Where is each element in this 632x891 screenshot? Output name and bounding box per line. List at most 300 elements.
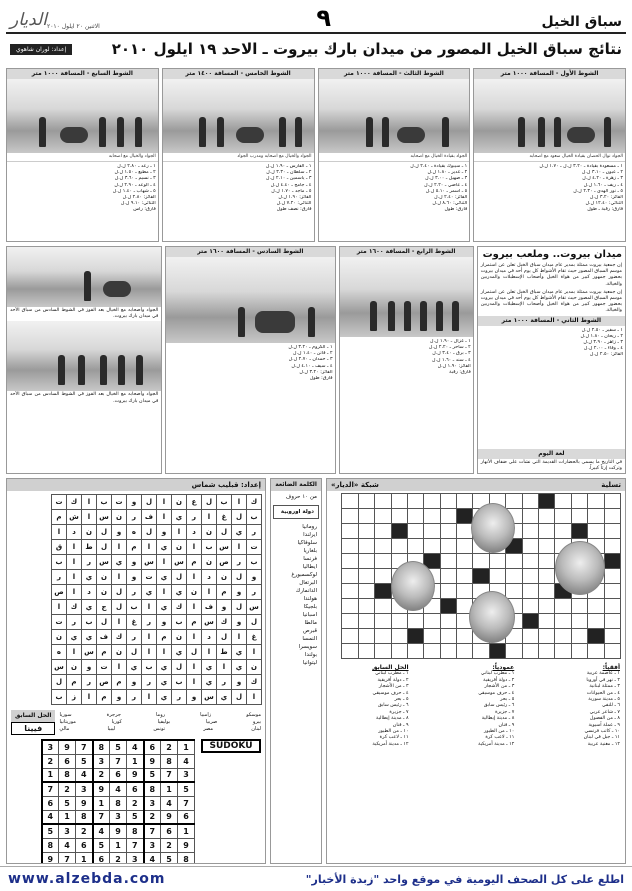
sudoku-cell: 4 [161,796,178,810]
person-figure [117,117,124,147]
wordsearch-cell: م [52,510,67,525]
wordsearch-cell: س [172,555,187,570]
crossword-cell [522,644,538,659]
wordsearch-cell: ي [157,690,172,705]
list-item: ٧ ـ جزيرة [389,709,409,715]
wordsearch-cell: ل [112,600,127,615]
sudoku-cell: 9 [110,824,127,838]
list-item: فارق: رقبة ـ طول [587,207,623,213]
crossword-cell [571,599,587,614]
sudoku-cell: 7 [178,796,195,810]
crossword-cell [506,494,522,509]
wordsearch-row [52,555,262,570]
list-item: ١ ـ رعد ـ ٢.٨٠ ل.ل [117,164,156,169]
person-figure [84,271,91,301]
wordsearch-cell: ي [142,585,157,600]
sudoku-cell: 1 [161,782,178,796]
wordsearch-cell: ا [202,645,217,660]
person-figure [366,117,373,147]
list-item: ١٠ ـ كاتب فرنسي [584,729,620,735]
wordsearch-cell: ي [232,645,247,660]
wordsearch-cell: ب [97,495,112,510]
wordsearch-cell: ن [97,585,112,600]
list-item: ٧ ـ جزيرة [495,709,515,715]
list-item: ٤ ـ من الحيوانات [586,690,620,696]
feature-text: إن جمعية بيروت ممثلة بمدير عام ميدان سباق الخيل تعلن عن استمرار موسم السباق المصور حيث تقام الأشواط كل يوم أحد في ميدان بيروت بحضور جمهور كبير من هواة الخيل وأصحاب الإسطبلات والمدربين والخيالة. [480,289,622,314]
crossword-cell [375,569,391,584]
page-number: ٩ [316,4,331,32]
list-item: ٤ ـ سيف ـ ٤.١٠ ل.ل [291,363,333,369]
race-card [473,68,626,242]
crossword-cell [588,614,604,629]
crossword-cell [342,494,358,509]
race-photo [7,247,161,307]
crossword-cell [440,539,456,554]
crossword-cell [358,524,374,539]
person-figure [442,117,449,147]
list-item: بولندا [304,652,317,658]
crossword-cell [407,539,423,554]
wordsearch-cell: ا [67,540,82,555]
crossword-subtitle: شبكة «الديار» [331,481,379,489]
sudoku-cell: 7 [93,810,110,824]
crossword-cell [522,629,538,644]
person-figure [199,117,206,147]
answers-row [7,708,265,737]
wordsearch-row [52,660,262,675]
list-item: الثنائي: ١٢.٤٠ ل.ل [585,201,623,207]
list-item: الفائز: ٣.٢٠ ل.ل [299,369,333,375]
crossword-grid-wrap [327,491,625,661]
wordsearch-wrap [7,491,265,708]
lost-word-sub: من ١٠ حروف [285,494,317,500]
sudoku-cell: 6 [127,782,144,796]
wordsearch-cell: ا [142,690,157,705]
crossword-cell [555,644,571,659]
person-figure [100,355,107,385]
list-item: اسبانيا [302,612,317,618]
sudoku-cell: 4 [110,782,127,796]
wordsearch-row [52,645,262,660]
wordsearch-cell: ا [112,615,127,630]
crossword-cell [539,539,555,554]
list-item: ١ ـ مسعودة بقيادة ـ ٣.٢٠ ل.ل ـ ١.٧٠ ل.ل [539,164,623,169]
prev-solution-list [332,671,409,748]
wordsearch-cell: و [112,690,127,705]
wordsearch-cell: ل [232,690,247,705]
list-item: رومانيا [302,524,317,530]
wordsearch-header [7,479,265,491]
crossword-cell [555,629,571,644]
list-item: فارق: طول [309,376,333,382]
crossword-cell [440,509,456,524]
sudoku-row [42,740,195,754]
wordsearch-cell: ر [142,675,157,690]
crossword-cell [506,554,522,569]
wordsearch-cell: ص [97,675,112,690]
crossword-cell [424,644,440,659]
list-item: الثنائي: ٨.٦٠ ل.ل [432,201,468,207]
newspaper-page [6,6,626,864]
sudoku-cell: 4 [76,768,93,782]
crossword-cell [391,524,407,539]
list-item: الفائز: ٢.٤٠ ل.ل [434,195,468,201]
crossword-cell [407,644,423,659]
wordsearch-cell: ا [247,690,262,705]
wordsearch-cell: غ [127,615,142,630]
sudoku-cell: 1 [178,824,195,838]
wordsearch-cell: ب [142,660,157,675]
crossword-cell [539,644,555,659]
crossword-cell [539,494,555,509]
wordsearch-cell: ب [127,600,142,615]
wordsearch-cell: غ [247,630,262,645]
race-title: الشوط السادس - المسافة ١٦٠٠ متر [166,247,334,257]
person-figure [554,117,561,147]
crossword-cell [489,554,505,569]
prev-answer: فيينا [11,722,55,735]
wordsearch-cell: ل [172,570,187,585]
wordsearch-cell: و [112,525,127,540]
feature-title: ميدان بيروت.. وملعب بيروت [482,249,622,260]
prev-solution-title: الحل السابق [372,664,409,671]
sudoku-cell: 7 [127,838,144,852]
wordsearch-cell: ا [52,525,67,540]
race-photo [7,79,158,153]
sudoku-cell: 9 [59,740,76,754]
crossword-cell [440,524,456,539]
list-item: ٤ ـ عاصي ـ ٢.٢٠ ل.ل [424,182,468,188]
sudoku-cell: 1 [110,838,127,852]
wordsearch-cell: ن [172,495,187,510]
wordsearch-cell: ا [142,630,157,645]
sudoku-cell: 4 [93,824,110,838]
crossword-cell [457,494,473,509]
list-item: ١٢ ـ مغنية عربية [587,741,620,747]
crossword-cell [571,494,587,509]
sudoku-cell: 5 [59,796,76,810]
wordsearch-cell: ب [247,555,262,570]
sudoku-cell: 2 [93,768,110,782]
crossword-cell [506,584,522,599]
list-item: ٢ ـ فاتن ـ ١.٤٠ ل.ل [293,351,333,357]
race-results [340,337,473,473]
list-item: ايطاليا [302,564,317,570]
answers-row [59,726,261,733]
wordsearch-cell: ي [172,510,187,525]
footer-site-link[interactable]: www.alzebda.com [8,871,166,887]
horse-figure [236,127,264,143]
wordsearch-cell: ف [97,630,112,645]
race-card [165,246,335,474]
wordsearch-row [52,675,262,690]
wordsearch-cell: ل [217,525,232,540]
crossword-cell [489,644,505,659]
masthead-left [10,10,106,30]
crossword-panel [326,478,626,864]
wordsearch-cell: ن [217,570,232,585]
sudoku-cell: 5 [127,810,144,824]
wordsearch-cell: ي [172,585,187,600]
crossword-cell [539,599,555,614]
person-figure [404,301,411,331]
person-figure [382,117,389,147]
sudoku-cell: 2 [127,796,144,810]
list-item: سويسرا [298,644,317,650]
wordsearch-cell: ه [52,645,67,660]
person-figure [118,355,125,385]
prev-solution [329,663,412,750]
wordsearch-cell: و [232,675,247,690]
wordsearch-panel [6,478,266,864]
sudoku-cell: 3 [178,768,195,782]
race-photo [319,79,470,153]
wordsearch-cell: ن [97,570,112,585]
sudoku-cell: 9 [76,796,93,810]
crossword-cell [358,494,374,509]
wordsearch-cell: ا [187,675,202,690]
wordsearch-cell: و [157,615,172,630]
wordsearch-cell: ع [187,495,202,510]
person-figure [135,117,142,147]
sudoku-cell: 6 [144,740,161,754]
list-item: ٣ ـ حمدان ـ ٢.٧٠ ل.ل [288,357,333,363]
photo-caption: الجواد والخيال مع اصحابه ومدرب الجواد [163,153,314,162]
wordsearch-cell: ي [157,660,172,675]
person-figure [308,307,315,337]
answer-word: جرجرة [106,712,121,718]
crossword-cell [375,629,391,644]
sudoku-cell: 7 [42,782,59,796]
wordsearch-cell: ن [247,660,262,675]
crossword-cell [375,584,391,599]
sudoku-cell: 6 [76,838,93,852]
wordsearch-cell: س [202,615,217,630]
race-title: الشوط السابع - المسافة ١٠٠٠ متر [7,69,158,79]
crossword-cell [522,494,538,509]
race-results [163,162,314,241]
list-item: ٥ ـ بحر [394,697,409,703]
wordsearch-cell: د [202,630,217,645]
crossword-cell [457,569,473,584]
wordsearch-cell: ي [67,630,82,645]
answer-word: صربيا [205,719,218,725]
crossword-cell [358,539,374,554]
list-item: ٦ ـ للنفي [602,703,620,709]
sudoku-cell: 6 [93,852,110,864]
crossword-cell [604,569,620,584]
crossword-cell [375,539,391,554]
wordsearch-cell: ا [142,540,157,555]
wordsearch-cell: ل [232,600,247,615]
wordsearch-cell: ا [142,600,157,615]
wordsearch-cell: ك [112,630,127,645]
list-item: ٢ ـ ساحر ـ ٢.٢٠ ل.ل [428,345,471,351]
person-figure [604,117,611,147]
race-title: الشوط الثاني - المسافة ١٠٠٠ متر [478,316,625,326]
wordsearch-cell: ا [82,495,97,510]
byline: إعداد: لوران شاهوي [10,44,72,55]
wordsearch-cell: س [82,645,97,660]
wordsearch-cell: ل [187,645,202,660]
wordsearch-cell: ا [202,510,217,525]
wordsearch-cell: و [247,570,262,585]
list-item: ٥ ـ ماجد ـ ١.٧٠ ل.ل [271,188,312,194]
wordsearch-cell: ا [187,630,202,645]
list-item: بلجيكا [303,604,317,610]
wordsearch-cell: ج [97,600,112,615]
sudoku-cell: 7 [59,852,76,864]
list-item: الفائز: ٢.٥٠ ل.ل [589,352,623,358]
wordsearch-cell: ر [247,585,262,600]
list-item: هولندا [303,596,317,602]
list-item: ١١ ـ لاعب كرة [485,735,515,741]
list-item: الفائز: ١.٩٠ ل.ل [437,363,471,369]
sudoku-cell: 6 [161,824,178,838]
photo-caption: الجواد وأصحابه مع الخيال بعد الفوز في الشوط السادس من سباق الأحد في ميدان بارك بيروت. [10,392,159,404]
crossword-cell [457,629,473,644]
sudoku-cell: 8 [110,796,127,810]
answer-word: روما [156,712,166,718]
list-item: سلوفاكيا [297,540,317,546]
person-figure [370,301,377,331]
wordsearch-cell: ر [127,585,142,600]
language-text: في التاريخ ما يسمى بالحضارات القديمة التي نشأت على ضفاف الأنهار وتركت إرثاً كبيراً. [480,459,622,471]
wordsearch-cell: ب [52,690,67,705]
wordsearch-cell: ي [232,660,247,675]
crossword-cell [358,644,374,659]
wordsearch-cell: ز [67,690,82,705]
wordsearch-cell: غ [217,510,232,525]
wordsearch-cell: ت [52,495,67,510]
crossword-cell [604,554,620,569]
answer-word: لبنان [251,726,261,732]
wordsearch-cell: و [127,495,142,510]
sudoku-cell: 2 [161,838,178,852]
list-item: ٣ ـ من الأشجار [378,684,409,690]
crossword-cell [571,629,587,644]
sudoku-cell: 8 [42,838,59,852]
crossword-cell [424,614,440,629]
wordsearch-cell: ك [67,495,82,510]
person-figure [538,117,545,147]
feature-text: إن جمعية بيروت ممثلة بمدير عام ميدان سباق الخيل تعلن عن استمرار موسم السباق المصور حيث تقام الأشواط كل يوم أحد في ميدان بيروت بحضور جمهور كبير من هواة الخيل وأصحاب الإسطبلات والمدربين والخيالة. [480,263,622,287]
photo-column [6,246,162,474]
sudoku-cell: 9 [42,852,59,864]
wordsearch-cell: ر [187,510,202,525]
crossword-cell [522,599,538,614]
wordsearch-cell: س [52,660,67,675]
sudoku-cell: 1 [127,754,144,768]
clues-down [416,663,518,750]
race-card [6,68,159,242]
wordsearch-cell: ل [97,525,112,540]
answers-grid [59,712,261,733]
answer-word: مصر [203,726,214,732]
crossword-cell [391,644,407,659]
wordsearch-cell: ب [172,675,187,690]
horse-figure [60,127,88,143]
crossword-cell [440,494,456,509]
race-card [339,246,474,474]
crossword-portrait [471,503,515,553]
sudoku-cell: 3 [42,740,59,754]
crossword-row [342,644,621,659]
sudoku-cell: 7 [110,754,127,768]
list-item: ١ ـ مطرب لبناني [480,671,515,677]
crossword-portrait [555,541,605,595]
footer-banner [0,866,632,891]
answer-word: كوريا [111,719,122,725]
sudoku-cell: 5 [144,768,161,782]
prev-answer-title-text: الحل السابق [15,712,52,719]
wordsearch-cell: ا [187,600,202,615]
list-item: ٣ ـ ياسمين ـ ٢.١٠ ل.ل [266,176,312,182]
sudoku-cell: 6 [178,810,195,824]
wordsearch-cell: ا [112,570,127,585]
wordsearch-cell: و [82,660,97,675]
lost-word-panel [270,478,322,864]
wordsearch-cell: س [97,555,112,570]
sudoku-cell: 8 [144,782,161,796]
headline-row [6,34,626,64]
race-card [162,68,315,242]
crossword-cell [539,584,555,599]
crossword-cell [424,629,440,644]
wordsearch-grid [51,494,262,705]
crossword-cell [604,524,620,539]
wordsearch-cell: ل [247,615,262,630]
wordsearch-cell: ي [217,690,232,705]
wordsearch-cell: ي [172,645,187,660]
wordsearch-cell: ل [232,570,247,585]
sudoku-cell: 3 [144,796,161,810]
wordsearch-cell: ل [217,630,232,645]
wordsearch-cell: و [127,675,142,690]
wordsearch-cell: ر [127,690,142,705]
list-item: ١ ـ الكروم ـ ٣.٢٠ ل.ل [288,345,333,350]
race-title: الشوط الرابع - المسافة ١٦٠٠ متر [340,247,473,257]
person-figure [518,117,525,147]
sudoku-cell: 6 [42,796,59,810]
wordsearch-cell: ا [67,585,82,600]
person-figure [39,117,46,147]
crossword-cell [342,584,358,599]
sudoku-cell: 7 [144,824,161,838]
crossword-cell [522,569,538,584]
wordsearch-cell: ل [202,495,217,510]
crossword-cell [375,599,391,614]
crossword-cell [375,494,391,509]
sudoku-cell: 6 [59,754,76,768]
wordsearch-row [52,510,262,525]
list-item: ١ ـ الفارس ـ ١.٩٠ ل.ل [265,164,312,169]
wordsearch-cell: ا [157,495,172,510]
sudoku-cell: 1 [42,768,59,782]
crossword-cell [457,644,473,659]
sudoku-row [42,768,195,782]
wordsearch-cell: ل [97,540,112,555]
wordsearch-cell: ي [202,660,217,675]
wordsearch-cell: ي [82,600,97,615]
crossword-cell [457,554,473,569]
wordsearch-cell: ا [157,555,172,570]
wordsearch-cell: ر [217,675,232,690]
crossword-cell [506,569,522,584]
wordsearch-cell: ي [232,525,247,540]
list-item: ٩ ـ عملة آسيوية [588,722,620,728]
crossword-cell [571,614,587,629]
